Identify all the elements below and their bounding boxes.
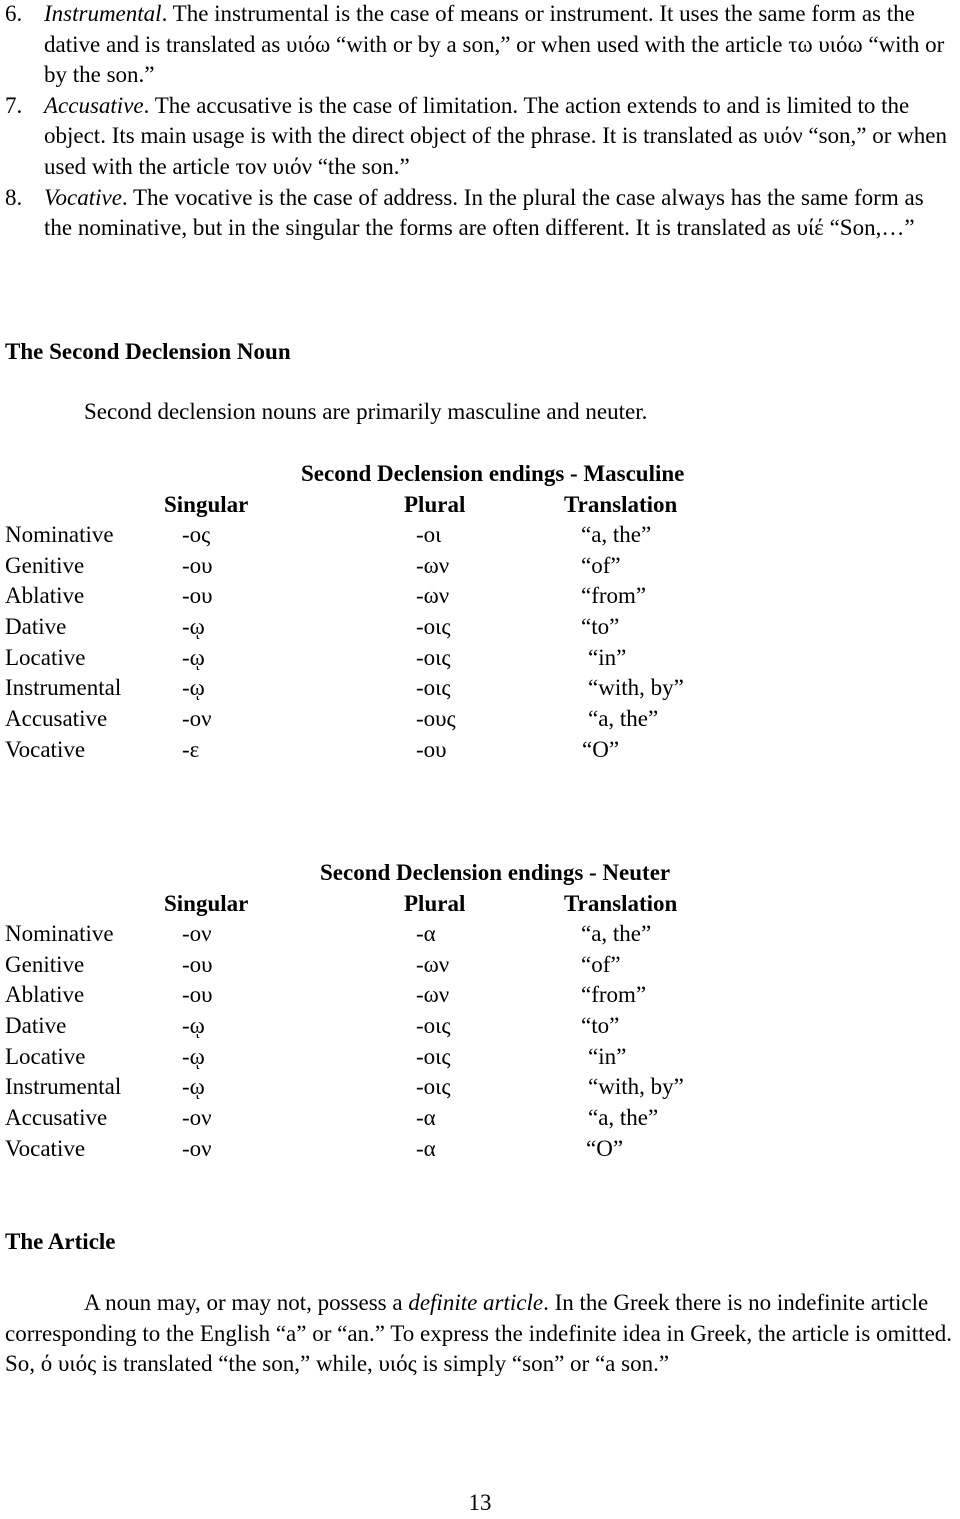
singular-ending: -ος (182, 522, 211, 547)
case-name: Vocative (5, 737, 86, 762)
singular-ending: -ε (182, 737, 200, 762)
translation: “a, the” (588, 1105, 659, 1130)
item-number: 8. (5, 184, 23, 210)
col-header-translation: Translation (564, 492, 678, 517)
plural-ending: -ου (416, 737, 447, 762)
translation: “of” (581, 553, 621, 578)
case-name: Locative (5, 645, 86, 670)
case-name: Nominative (5, 921, 114, 946)
singular-ending: -ῳ (182, 1074, 205, 1099)
item-number: 7. (5, 92, 23, 118)
plural-ending: -ων (416, 553, 450, 578)
case-name: Ablative (5, 982, 85, 1007)
case-name: Instrumental (5, 1074, 122, 1099)
case-name: Genitive (5, 553, 85, 578)
plural-ending: -α (416, 1105, 436, 1130)
singular-ending: -ῳ (182, 614, 205, 639)
plural-ending: -οι (416, 522, 442, 547)
translation: “O” (582, 737, 620, 762)
table-row (0, 950, 960, 981)
translation: “with, by” (588, 1074, 684, 1099)
article-text-start: A noun may, or may not, possess a (84, 1290, 409, 1315)
translation: “O” (586, 1136, 624, 1161)
case-name: Dative (5, 1013, 67, 1038)
plural-ending: -ους (416, 706, 456, 731)
table-row (0, 520, 960, 551)
table-row (0, 643, 960, 674)
case-name: Accusative (5, 1105, 108, 1130)
case-term: Vocative (44, 184, 122, 210)
table-row (0, 1103, 960, 1134)
table-row (0, 551, 960, 582)
table-row (0, 1072, 960, 1103)
table-row (0, 1134, 960, 1165)
table-row (0, 704, 960, 735)
list-item (5, 183, 955, 244)
translation: “in” (588, 1044, 627, 1069)
table-row (0, 1011, 960, 1042)
case-name: Ablative (5, 583, 85, 608)
case-term: Accusative (44, 92, 144, 118)
table-row (0, 980, 960, 1011)
translation: “to” (581, 614, 620, 639)
table-title: Second Declension endings - Neuter (320, 860, 671, 885)
translation: “in” (588, 645, 627, 670)
table-title: Second Declension endings - Masculine (301, 461, 685, 486)
case-name: Genitive (5, 952, 85, 977)
case-name: Accusative (5, 706, 108, 731)
plural-ending: -ων (416, 982, 450, 1007)
plural-ending: -οις (416, 1074, 451, 1099)
translation: “of” (581, 952, 621, 977)
col-header-plural: Plural (404, 492, 466, 517)
item-text: . The instrumental is the case of means or instrument. It uses the same form as the dative and is translated as υιόω “with or by a son,” or when used with the article τω υιόω “with or by the son.” (44, 1, 945, 88)
singular-ending: -ῳ (182, 1044, 205, 1069)
translation: “a, the” (588, 706, 659, 731)
table-row (0, 673, 960, 704)
translation: “from” (581, 982, 647, 1007)
table-row (0, 735, 960, 766)
plural-ending: -οις (416, 1044, 451, 1069)
translation: “from” (581, 583, 647, 608)
case-name: Instrumental (5, 675, 122, 700)
case-name: Vocative (5, 1136, 86, 1161)
section-heading: The Second Declension Noun (5, 339, 291, 364)
singular-ending: -ον (182, 1136, 212, 1161)
plural-ending: -οις (416, 645, 451, 670)
singular-ending: -ου (182, 952, 213, 977)
translation: “a, the” (581, 522, 652, 547)
list-item (5, 0, 955, 91)
plural-ending: -οις (416, 614, 451, 639)
list-item (5, 91, 955, 183)
singular-ending: -ον (182, 706, 212, 731)
case-name: Nominative (5, 522, 114, 547)
article-text-end: . In the Greek there is no indefinite article corresponding to the English “a” or “an.” To express the indefinite idea in Greek, the article is omitted. So, ό υιός is translated “the son,” while, υιός is simply “son” or “a son.” (5, 1290, 953, 1377)
table-row (0, 581, 960, 612)
translation: “to” (581, 1013, 620, 1038)
plural-ending: -α (416, 1136, 436, 1161)
table-row (0, 919, 960, 950)
plural-ending: -ων (416, 583, 450, 608)
article-heading: The Article (5, 1229, 116, 1254)
singular-ending: -ον (182, 921, 212, 946)
plural-ending: -ων (416, 952, 450, 977)
definite-article-term: definite article (408, 1290, 544, 1315)
plural-ending: -α (416, 921, 436, 946)
singular-ending: -ῳ (182, 675, 205, 700)
item-text: . The vocative is the case of address. In the plural the case always has the same form as the nominative, but in the singular the forms are often different. It is translated as υίέ “Son,…” (44, 184, 924, 241)
singular-ending: -ῳ (182, 1013, 205, 1038)
col-header-translation: Translation (564, 891, 678, 916)
page-number: 13 (468, 1490, 492, 1515)
case-term: Instrumental (44, 1, 162, 26)
intro-paragraph: Second declension nouns are primarily masculine and neuter. (84, 399, 648, 424)
article-paragraph (5, 1288, 955, 1380)
col-header-plural: Plural (404, 891, 466, 916)
translation: “with, by” (588, 675, 684, 700)
col-header-singular: Singular (164, 891, 249, 916)
singular-ending: -ον (182, 1105, 212, 1130)
translation: “a, the” (581, 921, 652, 946)
case-name: Locative (5, 1044, 86, 1069)
singular-ending: -ου (182, 553, 213, 578)
singular-ending: -ου (182, 982, 213, 1007)
col-header-singular: Singular (164, 492, 249, 517)
case-name: Dative (5, 614, 67, 639)
table-row (0, 1042, 960, 1073)
table-row (0, 612, 960, 643)
plural-ending: -οις (416, 675, 451, 700)
singular-ending: -ου (182, 583, 213, 608)
singular-ending: -ῳ (182, 645, 205, 670)
case-list (5, 0, 955, 245)
item-text: . The accusative is the case of limitation. The action extends to and is limited to the object. Its main usage is with the direct object of the phrase. It is translated as υιόν “son,” or when used with the article τον υιόν “the son.” (44, 92, 947, 179)
plural-ending: -οις (416, 1013, 451, 1038)
item-number: 6. (5, 1, 23, 26)
